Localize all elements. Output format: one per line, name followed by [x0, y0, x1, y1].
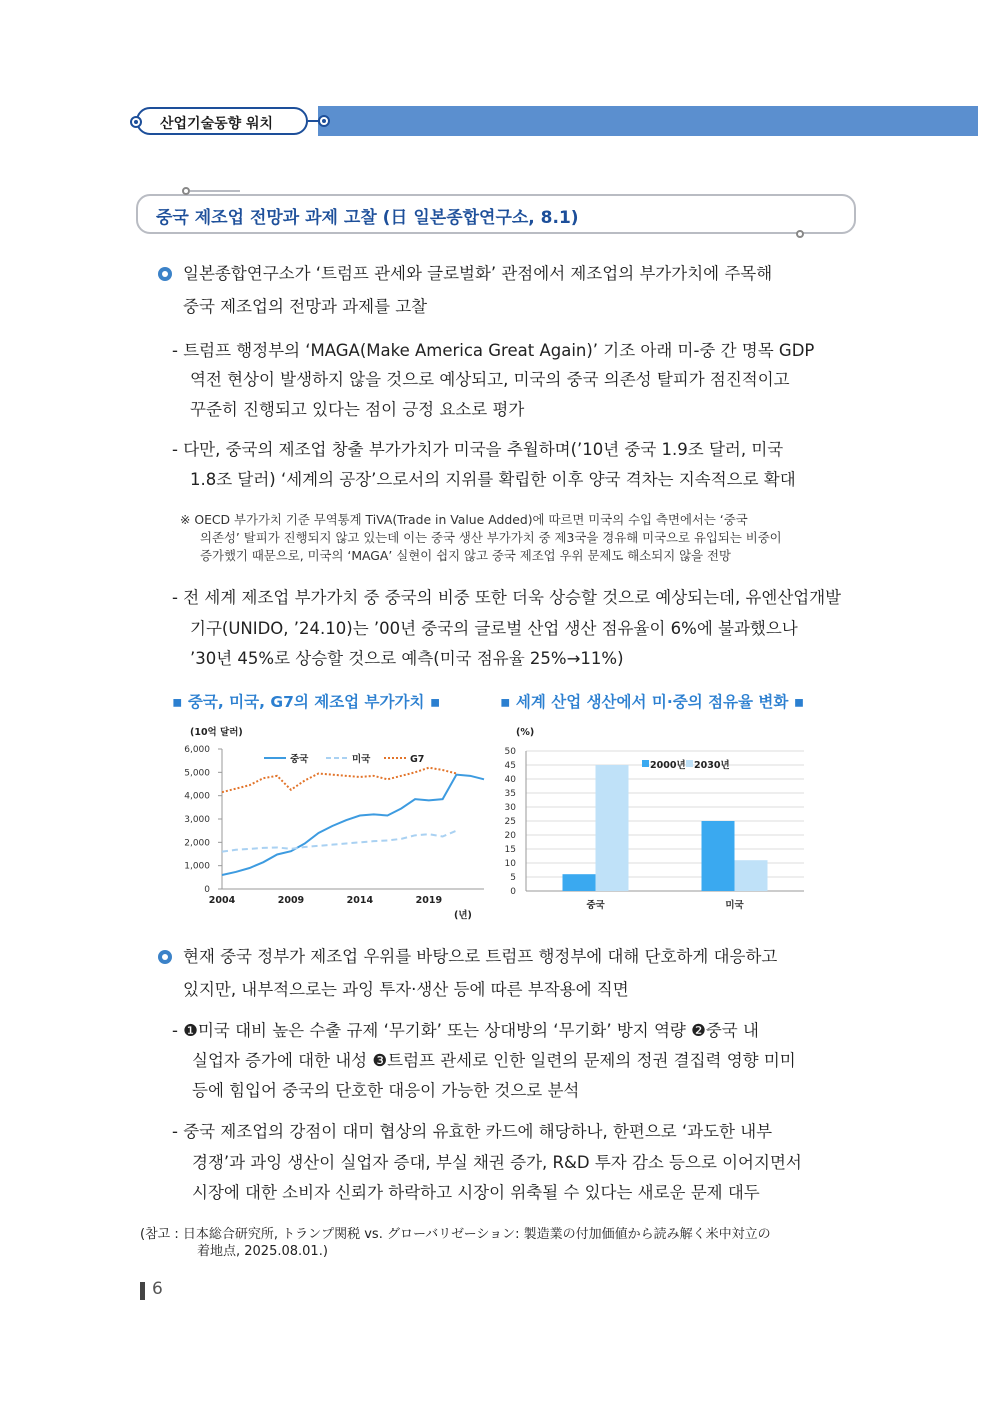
title-line-top: [190, 190, 240, 192]
reference-line1: (참고 : 日本総合研究所, トランプ関税 vs. グローバリゼーション: 製造業の付加価値から読み解く米中対立の: [140, 1227, 771, 1242]
b2-dash2-line3: 시장에 대한 소비자 신뢰가 하락하고 시장이 위축될 수 있다는 새로운 문제 대두: [192, 1183, 760, 1202]
chart1-series-line-2: [222, 768, 456, 793]
chart2-bar-1-1: [735, 860, 768, 891]
article-title-box: [136, 194, 856, 234]
chart1-series-line-1: [222, 831, 456, 852]
b1-dash1-line3: 꾸준히 진행되고 있다는 점이 긍정 요소로 평가: [190, 400, 525, 419]
chart2-ytick-label: 35: [504, 789, 516, 799]
b1-note-line1: ※ OECD 부가가치 기준 무역통계 TiVA(Trade in Value Added)에 따르면 미국의 수입 측면에서는 ‘중국: [180, 512, 748, 527]
b1-dash2-line1: - 다만, 중국의 제조업 창출 부가가치가 미국을 추월하며(’10년 중국 1.9조 달러, 미국: [172, 440, 784, 459]
chart1-xtick-label: 2019: [415, 895, 443, 906]
chart1-ytick-label: 1,000: [184, 861, 210, 872]
b1-note-line2: 의존성’ 탈피가 진행되지 않고 있는데 이는 중국 생산 부가가치 중 제3국을 경유해 미국으로 유입되는 비중이: [200, 530, 782, 545]
chart2-ytick-label: 10: [504, 859, 516, 869]
chart2-bar-1-0: [702, 821, 735, 891]
b2-dash2-line1: - 중국 제조업의 강점이 대미 협상의 유효한 카드에 해당하나, 한편으로 ‘과도한 내부: [172, 1122, 773, 1141]
chart1-legend-label: G7: [410, 754, 425, 765]
chart1-xtick-label: 2004: [208, 895, 236, 906]
b2-dash1-line2: 실업자 증가에 대한 내성 ❸트럼프 관세로 인한 일련의 문제의 정권 결집력 영향 미미: [192, 1051, 796, 1070]
b2-dash1-line3: 등에 힘입어 중국의 단호한 대응이 가능한 것으로 분석: [192, 1081, 580, 1100]
chart2-ytick-label: 25: [504, 817, 516, 827]
chart2-legend-label: 2030년: [694, 760, 730, 771]
chart1-ytick-label: 0: [204, 885, 210, 895]
bullet-circle-icon: [158, 267, 172, 281]
header-dot-right-icon: [318, 115, 330, 127]
article-title: 중국 제조업 전망과 과제 고찰 (日 일본종합연구소, 8.1): [156, 208, 579, 228]
chart1-xtick-label: 2014: [346, 895, 374, 906]
chart1-ylabel: (10억 달러): [190, 727, 243, 738]
chart1-legend-label: 중국: [290, 754, 309, 765]
b2-dash2-line2: 경쟁’과 과잉 생산이 실업자 증대, 부실 채권 증가, R&D 투자 감소 등으로 이어지면서: [192, 1153, 802, 1172]
chart1-xlabel: (년): [454, 910, 472, 921]
chart2-ytick-label: 50: [504, 747, 516, 757]
page-number: 6: [152, 1279, 163, 1299]
chart2-ytick-label: 15: [504, 845, 516, 855]
chart1-ytick-label: 3,000: [184, 815, 210, 825]
chart1-line-chart: [178, 722, 498, 922]
section-label-pill: [136, 107, 308, 135]
title-dot-top-icon: [182, 187, 190, 195]
bullet-circle-icon: [158, 950, 172, 964]
section-label: 산업기술동향 워치: [160, 116, 274, 132]
chart2-ytick-label: 40: [504, 775, 516, 785]
chart2-ytick-label: 5: [510, 873, 516, 883]
chart2-category-label: 중국: [586, 900, 605, 911]
b1-dash1-line2: 역전 현상이 발생하지 않을 것으로 예상되고, 미국의 중국 의존성 탈피가 점진적이고: [190, 370, 790, 389]
chart2-legend-label: 2000년: [650, 760, 686, 771]
chart2-legend-swatch: [686, 760, 693, 767]
b2-dash1-line1: - ❶미국 대비 높은 수출 규제 ‘무기화’ 또는 상대방의 ‘무기화’ 방지 역량 ❷중국 내: [172, 1021, 759, 1040]
chart2-ytick-label: 0: [510, 887, 516, 897]
chart1-ytick-label: 5,000: [184, 768, 210, 779]
chart2-ytick-label: 45: [504, 761, 516, 771]
chart2-title: ▪ 세계 산업 생산에서 미·중의 점유율 변화 ▪: [500, 693, 805, 711]
bullet2-line2: 있지만, 내부적으로는 과잉 투자·생산 등에 따른 부작용에 직면: [183, 980, 629, 999]
bullet1-line1: 일본종합연구소가 ‘트럼프 관세와 글로벌화’ 관점에서 제조업의 부가가치에 주목해: [183, 264, 773, 283]
page-number-bar: [140, 1282, 145, 1300]
chart2-ytick-label: 30: [504, 803, 516, 813]
chart2-bar-chart: [496, 722, 812, 922]
bullet1-line2: 중국 제조업의 전망과 과제를 고찰: [183, 297, 428, 316]
chart2-bar-0-0: [563, 874, 596, 891]
chart1-ytick-label: 4,000: [184, 791, 210, 802]
chart1-ytick-label: 6,000: [184, 745, 210, 755]
title-dot-bottom-icon: [796, 230, 804, 238]
chart2-ylabel: (%): [516, 727, 535, 738]
chart1-ytick-label: 2,000: [184, 838, 210, 849]
chart2-bar-0-1: [596, 765, 629, 891]
b1-dash3-line1: - 전 세계 제조업 부가가치 중 중국의 비중 또한 더욱 상승할 것으로 예상되는데, 유엔산업개발: [172, 588, 842, 607]
chart2-legend-swatch: [642, 760, 649, 767]
b1-dash2-line2: 1.8조 달러) ‘세계의 공장’으로서의 지위를 확립한 이후 양국 격차는 지속적으로 확대: [190, 470, 796, 489]
chart2-ytick-label: 20: [504, 831, 516, 841]
header-dot-left-icon: [130, 116, 142, 128]
chart1-legend-label: 미국: [352, 754, 371, 765]
bullet2-line1: 현재 중국 정부가 제조업 우위를 바탕으로 트럼프 행정부에 대해 단호하게 대응하고: [183, 947, 778, 966]
b1-dash3-line3: ’30년 45%로 상승할 것으로 예측(미국 점유율 25%→11%): [190, 649, 624, 668]
b1-note-line3: 증가했기 때문으로, 미국의 ‘MAGA’ 실현이 쉽지 않고 중국 제조업 우위 문제도 해소되지 않을 전망: [200, 548, 731, 563]
chart1-title: ▪ 중국, 미국, G7의 제조업 부가가치 ▪: [172, 693, 441, 711]
reference-line2: 着地点, 2025.08.01.): [197, 1244, 328, 1259]
header-band: [318, 106, 978, 136]
chart1-xtick-label: 2009: [277, 895, 305, 906]
chart2-category-label: 미국: [725, 900, 744, 911]
b1-dash3-line2: 기구(UNIDO, ’24.10)는 ’00년 중국의 글로벌 산업 생산 점유율이 6%에 불과했으나: [190, 619, 798, 638]
chart1-series-line-0: [222, 775, 484, 875]
b1-dash1-line1: - 트럼프 행정부의 ‘MAGA(Make America Great Again)’ 기조 아래 미-중 간 명목 GDP: [172, 341, 815, 360]
